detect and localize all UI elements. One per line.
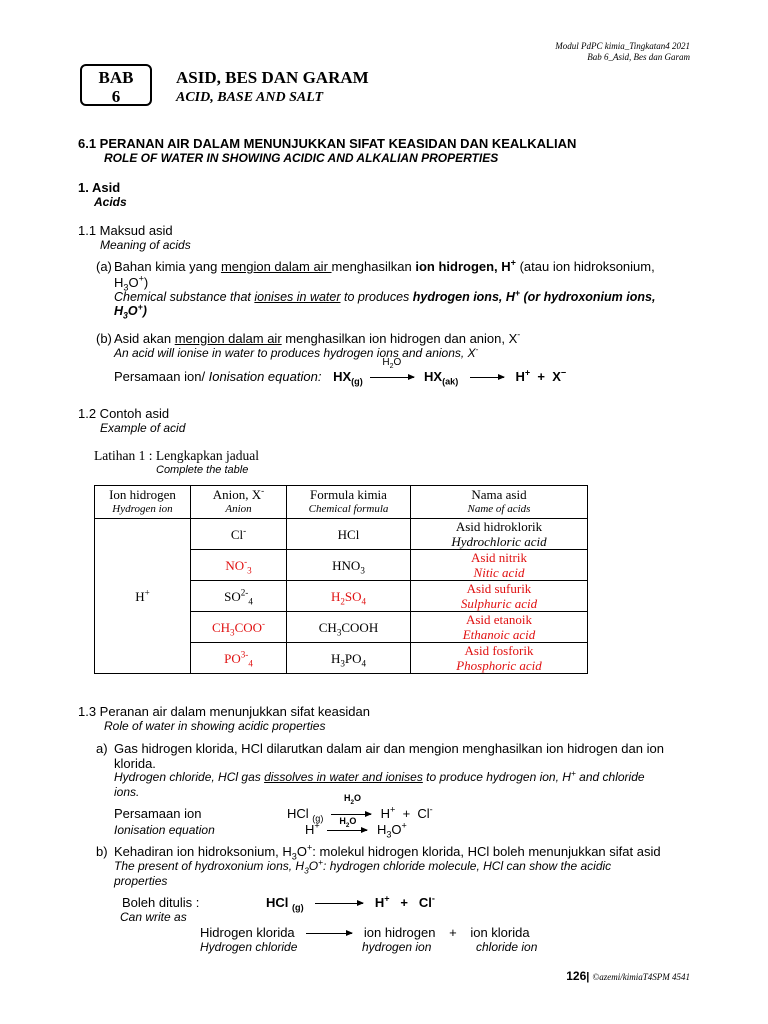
chapter-number: 6	[111, 87, 121, 106]
item-1-3-b-en: The present of hydroxonium ions, $H_3O^+$: hydrogen chloride molecule, HCl can show the acidic	[114, 857, 612, 876]
module-header-line2: Bab 6_Asid, Bes dan Garam	[587, 52, 690, 62]
word-eq-ms: Hidrogen klorida ion hidrogen + ion klorida	[200, 925, 530, 940]
table-header: Formula kimia Chemical formula	[287, 486, 411, 519]
item-b-en: An acid will ionise in water to produces hydrogen ions and anions, X-	[114, 344, 479, 360]
item-1-3-b-label: b)	[96, 844, 108, 859]
heading-acid: 1. Asid	[78, 180, 121, 195]
formula-cell: $H_3PO_4$	[287, 643, 411, 674]
item-a-ms-2: $H_3O^+$)	[114, 273, 149, 293]
eq-line-1: HCl $_{(g)}$ $H_2O$ H+ + Cl-	[287, 793, 433, 824]
anion-cell: $NO^-_3$	[191, 550, 287, 581]
acid-name-cell: Asid etanoik Ethanoic acid	[411, 612, 588, 643]
page-number: 126	[566, 969, 587, 983]
item-1-3-a-ms: Gas hidrogen klorida, HCl dilarutkan dalam air dan mengion menghasilkan ion hidrogen dan ion	[114, 741, 664, 756]
heading-1-2-en: Example of acid	[100, 421, 186, 435]
chapter-title: ASID, BES DAN GARAM	[176, 68, 369, 87]
formula-cell: $CH_3COOH$	[287, 612, 411, 643]
item-1-3-a-en-2: ions.	[114, 785, 140, 799]
module-header-line1: Modul PdPC kimia_Tingkatan4 2021	[555, 41, 690, 51]
hydrogen-ion-cell: H+	[95, 519, 191, 674]
item-a-en-2: $H_3O^+$)	[114, 301, 147, 321]
item-1-3-a-ms-2: klorida.	[114, 756, 156, 771]
can-write-label-en: Can write as	[120, 910, 187, 924]
table-header: Anion, X- Anion	[191, 486, 287, 519]
eq-label: Persamaan ion	[114, 806, 202, 821]
word-eq-en-1: Hydrogen chloride	[200, 940, 298, 954]
formula-cell: HCl	[287, 519, 411, 550]
acid-name-cell: Asid sufurik Sulphuric acid	[411, 581, 588, 612]
eq-line-2: H+ $H_2O$ $H_3O^+$	[305, 816, 407, 840]
chapter-label: BAB	[98, 68, 134, 87]
chapter-title-en: ACID, BASE AND SALT	[176, 90, 324, 105]
item-1-3-b-ms: Kehadiran ion hidroksonium, $H_3O^+$: molekul hidrogen klorida, HCl boleh menunjukkan sifat asid	[114, 842, 661, 862]
word-eq-en-3: chloride ion	[476, 940, 538, 954]
item-1-3-a-en: Hydrogen chloride, HCl gas dissolves in water and ionises to produce hydrogen ion, H+ and chloride	[114, 768, 645, 784]
chapter-box	[80, 64, 152, 106]
anion-cell: Cl-	[191, 519, 287, 550]
word-eq-en-2: hydrogen ion	[362, 940, 432, 954]
table-header-row	[95, 486, 588, 519]
eq-line-3: HCl $_{(g)}$ H+ + Cl-	[266, 893, 435, 913]
table-header: Ion hidrogen Hydrogen ion	[95, 486, 191, 519]
can-write-label: Boleh ditulis :	[122, 895, 200, 910]
heading-1-3: 1.3 Peranan air dalam menunjukkan sifat keasidan	[78, 704, 370, 719]
item-b-ms: Asid akan mengion dalam air menghasilkan ion hidrogen dan anion, X-	[114, 329, 521, 346]
formula-cell: $H_2SO_4$	[287, 581, 411, 612]
section-title-en: ROLE OF WATER IN SHOWING ACIDIC AND ALKALIAN PROPERTIES	[104, 151, 499, 165]
heading-1-1: 1.1 Maksud asid	[78, 223, 173, 238]
heading-acid-en: Acids	[94, 195, 127, 209]
item-a-ms: Bahan kimia yang mengion dalam air menghasilkan ion hidrogen, H+ (atau ion hidroksonium,	[114, 257, 655, 274]
heading-1-1-en: Meaning of acids	[100, 238, 191, 252]
item-a-en: Chemical substance that ionises in water to produces hydrogen ions, H+ (or hydroxonium ions,	[114, 287, 656, 304]
item-1-3-b-en-2: properties	[114, 874, 168, 888]
exercise-title: Latihan 1 : Lengkapkan jadual	[94, 448, 259, 463]
table-row	[95, 519, 588, 550]
section-title: 6.1 PERANAN AIR DALAM MENUNJUKKAN SIFAT KEASIDAN DAN KEALKALIAN	[78, 136, 577, 151]
anion-cell: $CH_3COO^-$	[191, 612, 287, 643]
acid-table	[94, 485, 588, 674]
table-header: Nama asid Name of acids	[411, 486, 588, 519]
acid-name-cell: Asid hidroklorik Hydrochloric acid	[411, 519, 588, 550]
heading-1-3-en: Role of water in showing acidic properties	[104, 719, 326, 733]
ionisation-equation: Persamaan ion/ Ionisation equation: $HX_{(g)}$ $H_2O$ $HX_{(ak)}$ H+ + X−	[114, 357, 567, 387]
formula-cell: $HNO_3$	[287, 550, 411, 581]
footer-credit: ©azemi/kimiaT4SPM 4541	[592, 972, 690, 982]
heading-1-2: 1.2 Contoh asid	[78, 406, 170, 421]
exercise-subtitle: Complete the table	[156, 464, 249, 476]
page-footer: 126| ©azemi/kimiaT4SPM 4541	[566, 969, 690, 983]
item-a-label: (a)	[96, 259, 112, 274]
module-header	[555, 41, 690, 63]
acid-name-cell: Asid nitrik Nitic acid	[411, 550, 588, 581]
eq-label-en: Ionisation equation	[114, 823, 215, 837]
acid-name-cell: Asid fosforik Phosphoric acid	[411, 643, 588, 674]
anion-cell: $SO^{2-}_4$	[191, 581, 287, 612]
anion-cell: $PO^{3-}_4$	[191, 643, 287, 674]
item-1-3-a-label: a)	[96, 741, 108, 756]
item-b-label: (b)	[96, 331, 112, 346]
